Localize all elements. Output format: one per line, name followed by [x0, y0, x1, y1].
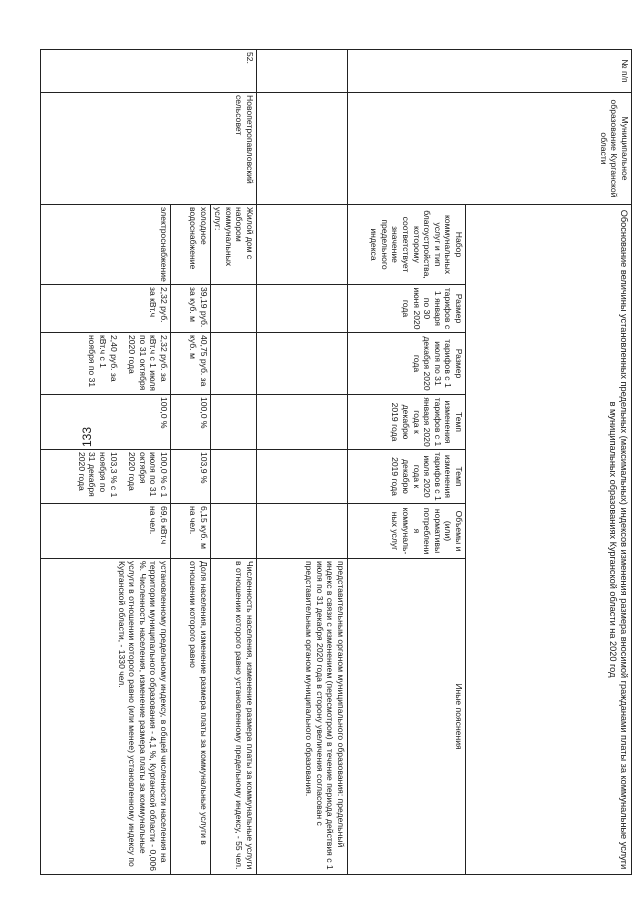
- water-tariff-h2: 40,75 руб. за куб. м: [171, 333, 211, 395]
- table-row: [211, 50, 257, 875]
- cont-volume: [257, 504, 348, 559]
- table-row: [257, 50, 348, 875]
- row-notes-top: Численность населения, изменение размера платы за коммунальные услуги в отношении которого равно установленному предельному индексу, - 55 чел.: [211, 559, 257, 875]
- electric-rate-jul: [41, 450, 171, 504]
- electric-rate-jul-b: 103,3 % с 1 ноября по 31 декабря 2020 года: [76, 452, 119, 498]
- electric-tariff-h2-b: 2,40 руб. за кВт.ч с 1 ноября по 31: [87, 335, 119, 388]
- electric-rate-jan: 100,0 %: [41, 395, 171, 450]
- tariff-table: [40, 49, 632, 875]
- water-rate-jul: 103,9 %: [171, 450, 211, 504]
- header-municipality: Муниципальное образование Курганской области: [348, 93, 632, 205]
- cont-tariff-h2: [257, 333, 348, 395]
- cont-services: [257, 205, 348, 285]
- cont-num: [257, 50, 348, 93]
- cont-tariff-h1: [257, 285, 348, 333]
- electric-tariff-h2: [41, 333, 171, 395]
- electric-tariff-h2-a: 2,32 руб. за кВт.ч с 1 июля по 31 октября 2020 года: [127, 335, 169, 392]
- header-volumes: Объемы и (или) нормативы потребления коммуналь-ных услуг: [348, 504, 466, 559]
- water-note: Доля населения, изменение размера платы за коммунальные услуги в отношении которого равно: [171, 559, 211, 875]
- water-rate-jan: 100,0 %: [171, 395, 211, 450]
- page-number: 133: [80, 426, 94, 447]
- electric-note: установленному предельному индексу, в общей численности населения на территории муниципального образования - 4,1 %, Курганской области - 0,006 %. Численность населения, изменение размера платы за коммунальные услуги в отношении которого равно (или менее) установленному индексу по Курганской области, - 1330 чел.: [41, 559, 171, 875]
- header-tariff-h2: Размер тарифов с 1 июля по 31 декабря 2020 года: [348, 333, 466, 395]
- cont-municipality: [257, 93, 348, 205]
- continuation-note: представительным органом муниципального образования: предельный индекс в связи с изменением (пересмотром) в течение периода действия с 1 июля по 31 декабря 2020 года в сторону увеличения согласован с представительным органом муниципального образования.: [257, 559, 348, 875]
- water-tariff-h1: 39,19 руб. за куб. м: [171, 285, 211, 333]
- water-volume: 6,15 куб. м на чел.: [171, 504, 211, 559]
- rotated-page-content: [76, 49, 632, 874]
- table-title: Обоснование величины установленных предельных (максимальных) индексов изменения размера вносимой гражданами платы за коммунальные услуги в муниципальных образованиях Курганской области на 2020 год: [466, 205, 632, 875]
- electric-tariff-h1: 2,32 руб. за кВт.ч: [41, 285, 171, 333]
- header-num: № п/п: [348, 50, 632, 93]
- header-rate-jan: Темп изменения тарифов с 1 января 2020 года к декабрю 2019 года: [348, 395, 466, 450]
- row-municipality: Новопетропавловский сельсовет: [41, 93, 257, 205]
- header-notes: Иные пояснения: [348, 559, 466, 875]
- electric-service: электроснабжение: [41, 205, 171, 285]
- cont-rate-jan: [257, 395, 348, 450]
- row-num: 52.: [41, 50, 257, 93]
- header-tariff-h1: Размер тарифов с 1 января по 30 июня 2020 года: [348, 285, 466, 333]
- cont-rate-jul: [257, 450, 348, 504]
- header-rate-jul: Темп изменения тарифов с 1 июля 2020 года к декабрю 2019 года: [348, 450, 466, 504]
- water-service: холодное водоснабжение: [171, 205, 211, 285]
- header-services: Набор коммунальных услуг и тип благоустройства, которому соответствует значение предельного индекса: [348, 205, 466, 285]
- electric-rate-jul-a: 100,0 % с 1 июля по 31 октября 2020 года: [127, 452, 169, 498]
- row-housing: Жилой дом с набором коммунальных услуг:: [211, 205, 257, 285]
- electric-volume: 69,6 кВт.ч на чел.: [41, 504, 171, 559]
